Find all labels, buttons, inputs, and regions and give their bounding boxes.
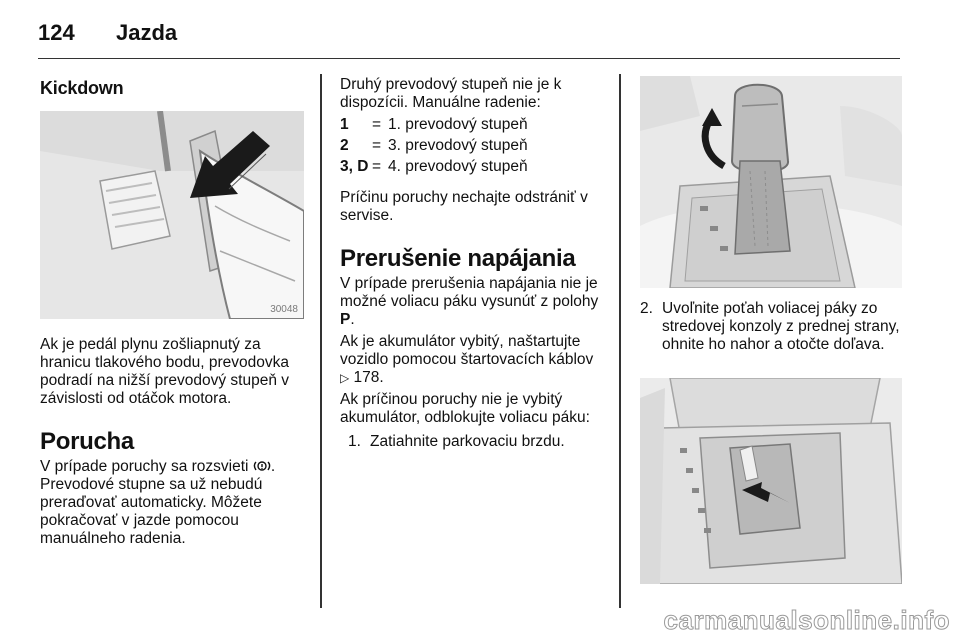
step-number: 2. — [640, 300, 653, 317]
console-cover-illustration — [640, 378, 902, 584]
fault-continued — [340, 76, 606, 451]
page-number: 124 — [38, 20, 75, 45]
table-row — [340, 137, 528, 158]
battery-text: Ak je akumulátor vybitý, naštartujte vozidlo pomocou štartovacích káblov ▷ 178. — [340, 333, 594, 386]
page-reference-icon: ▷ — [340, 371, 350, 385]
step-number: 1. — [348, 433, 361, 450]
console-drawing — [640, 378, 902, 584]
lever-drawing — [640, 76, 902, 288]
gear-eq: = — [372, 137, 382, 154]
gear-value: 4. prevodový stupeň — [388, 158, 528, 175]
chapter-title: Jazda — [116, 20, 178, 45]
figure-number: 30048 — [270, 304, 298, 315]
gearbox-warning-icon — [253, 459, 271, 473]
column-divider — [320, 74, 322, 608]
gear-value: 1. prevodový stupeň — [388, 116, 528, 133]
power-loss-text: V prípade prerušenia napájania nie je možné voliacu páku vysunúť z polohy P. — [340, 275, 599, 328]
gear-eq: = — [372, 116, 382, 133]
list-item — [348, 433, 606, 451]
power-loss-heading: Prerušenie napájania — [340, 245, 576, 272]
gear-eq: = — [372, 158, 382, 175]
list-item — [640, 300, 904, 354]
gear-key: 3, D — [340, 158, 369, 175]
column-divider — [619, 74, 621, 608]
step-two — [640, 300, 904, 354]
step-text: Zatiahnite parkovaciu brzdu. — [370, 433, 565, 450]
page-reference[interactable]: 178. — [353, 369, 384, 386]
gear-table — [340, 116, 528, 179]
table-row — [340, 158, 528, 179]
unlock-text: Ak príčinou poruchy nie je vybitý akumulátor, odblokujte voliacu páku: — [340, 391, 590, 426]
selector-lever-illustration — [640, 76, 902, 288]
position-p: P — [340, 311, 351, 328]
step-text: Uvoľnite poťah voliacej páky zo stredovej konzoly z prednej strany, ohnite ho nahor a otočte doľava. — [662, 300, 900, 353]
watermark: carmanualsonline.info — [663, 605, 950, 635]
fault-heading: Porucha — [40, 428, 134, 455]
fault-text: V prípade poruchy sa rozsvieti . Prevodové stupne sa už nebudú preraďovať automaticky. Môžete pokračovať v jazde pomocou manuálneho radenia. — [40, 458, 276, 547]
gear-key: 1 — [340, 116, 349, 133]
pedal-illustration — [40, 111, 304, 319]
kickdown-text: Ak je pedál plynu zošliapnutý za hranicu tlakového bodu, prevodovka podradí na nižší prevodový stupeň v závislosti od otáčok motora. — [40, 336, 290, 407]
service-text: Príčinu poruchy nechajte odstrániť v servise. — [340, 189, 588, 224]
kickdown-heading: Kickdown — [40, 78, 124, 98]
pedal-drawing — [40, 111, 304, 319]
page-header — [38, 18, 900, 59]
gear-intro: Druhý prevodový stupeň nie je k dispozícii. Manuálne radenie: — [340, 76, 562, 111]
kickdown-body — [40, 336, 304, 548]
gear-key: 2 — [340, 137, 349, 154]
gear-value: 3. prevodový stupeň — [388, 137, 528, 154]
steps-list — [340, 433, 606, 451]
table-row — [340, 116, 528, 137]
